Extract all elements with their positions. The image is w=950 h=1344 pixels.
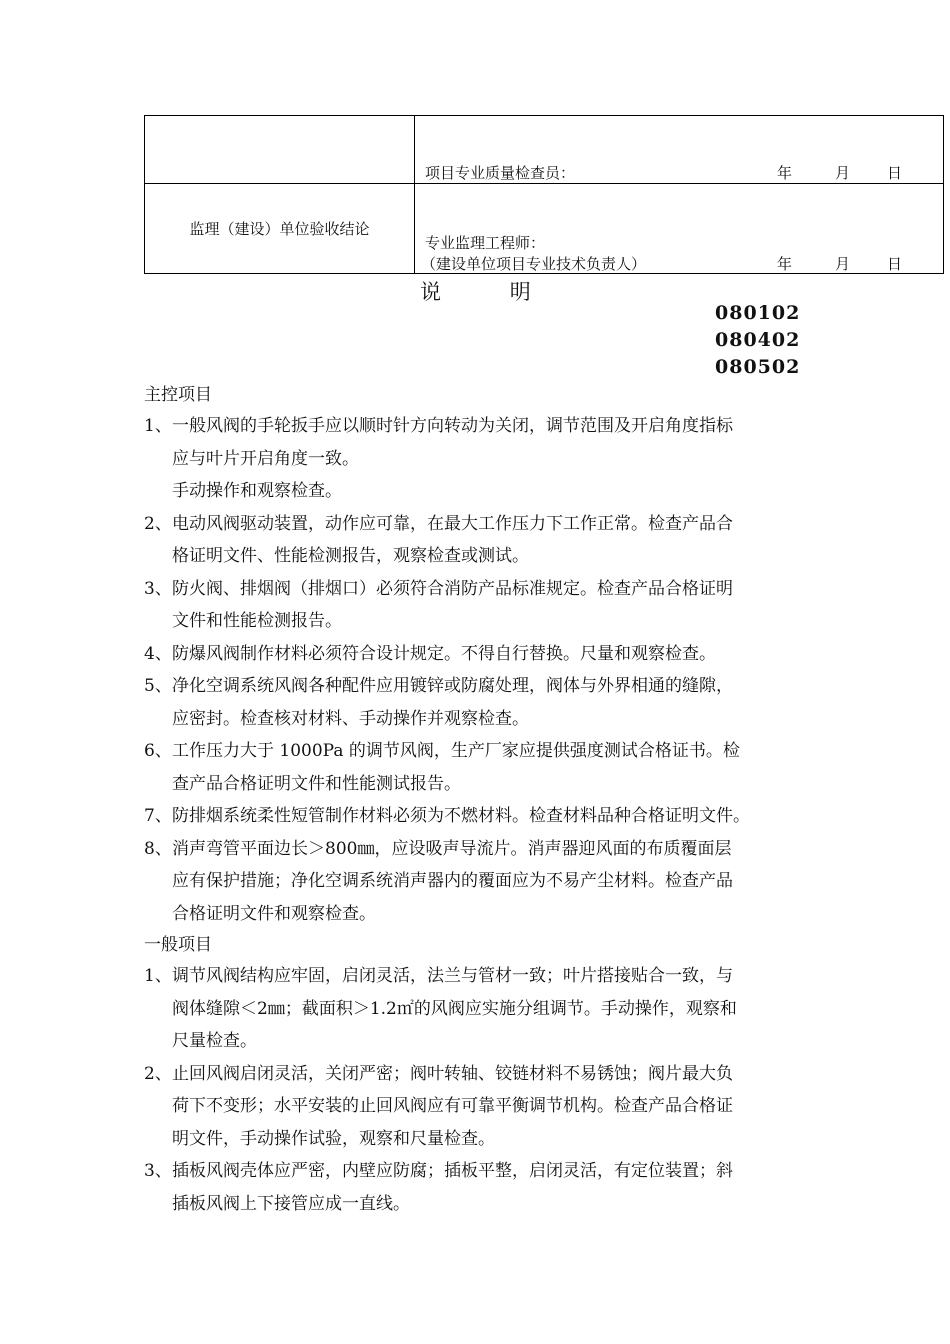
list-item [144, 960, 824, 1058]
list-item-text: 防排烟系统柔性短管制作材料必须为不燃材料。检查材料品种合格证明文件。 [172, 806, 750, 826]
list-item-number: 2、 [144, 513, 172, 534]
list-item-number: 1、 [144, 416, 172, 436]
list-item [144, 573, 824, 638]
table-cell-supervisor [415, 184, 944, 274]
list-item-text: 一般风阀的手轮扳手应以顺时针方向转动为关闭，调节范围及开启角度指标 [172, 416, 733, 436]
list-item-text: 插板风阀壳体应严密，内壁应防腐；插板平整，启闭灵活，有定位装置；斜 [172, 1161, 733, 1181]
list-item-line [144, 960, 824, 993]
list-item-text: 防爆风阀制作材料必须符合设计规定。不得自行替换。尺量和观察检查。 [172, 643, 716, 664]
table-row [145, 184, 944, 274]
list-item-number: 3、 [144, 578, 172, 599]
day-label: 日 [887, 164, 903, 182]
acceptance-conclusion-label: 监理（建设）单位验收结论 [145, 184, 415, 274]
list-item-line [144, 638, 824, 671]
general-items-heading: 一般项目 [144, 935, 212, 955]
content-body [144, 380, 824, 1220]
list-item-line: 应与叶片开启角度一致。 [172, 448, 359, 469]
list-item-number: 4、 [144, 643, 172, 664]
page-title [420, 276, 531, 306]
list-item-line [144, 573, 824, 606]
list-item-text: 消声弯管平面边长＞800㎜，应设吸声导流片。消声器迎风面的布质覆面层 [172, 838, 732, 859]
list-item-line [144, 410, 824, 443]
list-item-line: 手动操作和观察检查。 [172, 481, 342, 501]
list-item [144, 800, 824, 833]
list-item [144, 508, 824, 573]
table-cell-inspector [415, 116, 944, 184]
list-item-number: 7、 [144, 806, 172, 826]
general-items-list [144, 960, 824, 1220]
list-item [144, 410, 824, 508]
title-char: 说 [420, 280, 441, 304]
list-item [144, 735, 824, 800]
month-label: 月 [835, 164, 851, 182]
list-item-line: 应有保护措施；净化空调系统消声器内的覆面应为不易产尘材料。检查产品 [172, 871, 733, 891]
signature-table [144, 115, 944, 274]
list-item-line: 文件和性能检测报告。 [172, 611, 342, 631]
table-cell-empty [145, 116, 415, 184]
list-item-line: 格证明文件、性能检测报告，观察检查或测试。 [172, 546, 529, 566]
list-item [144, 670, 824, 735]
list-item-line [144, 508, 824, 541]
list-item-line: 合格证明文件和观察检查。 [172, 903, 376, 924]
list-item-line: 查产品合格证明文件和性能测试报告。 [172, 773, 461, 794]
day-label: 日 [887, 255, 903, 273]
list-item-number: 5、 [144, 676, 172, 696]
title-char: 明 [509, 280, 531, 304]
code-item: 080102 [715, 302, 801, 324]
supervisor-signature-label: 专业监理工程师： [425, 234, 546, 252]
list-item-line [144, 1155, 824, 1188]
month-label: 月 [835, 255, 851, 273]
code-item: 080402 [715, 329, 801, 351]
list-item-text: 电动风阀驱动装置，动作应可靠，在最大工作压力下工作正常。检查产品合 [172, 513, 733, 534]
list-item-number: 8、 [144, 838, 172, 859]
list-item-number: 6、 [144, 741, 172, 761]
main-items-list [144, 410, 824, 930]
list-item-line [144, 800, 824, 833]
list-item-line: 明文件，手动操作试验，观察和尺量检查。 [172, 1128, 495, 1149]
list-item-text: 净化空调系统风阀各种配件应用镀锌或防腐处理，阀体与外界相通的缝隙， [172, 676, 733, 696]
code-item: 080502 [715, 356, 801, 378]
list-item-line: 荷下不变形；水平安装的止回风阀应有可靠平衡调节机构。检查产品合格证 [172, 1096, 733, 1116]
list-item [144, 833, 824, 931]
list-item-text: 止回风阀启闭灵活，关闭严密；阀叶转轴、铰链材料不易锈蚀；阀片最大负 [172, 1063, 733, 1084]
list-item-line: 插板风阀上下接管应成一直线。 [172, 1193, 410, 1214]
list-item [144, 1155, 824, 1220]
list-item-text: 防火阀、排烟阀（排烟口）必须符合消防产品标准规定。检查产品合格证明 [172, 578, 733, 599]
list-item-number: 1、 [144, 966, 172, 986]
year-label: 年 [777, 164, 793, 182]
main-items-heading: 主控项目 [144, 385, 212, 405]
year-label: 年 [777, 255, 793, 273]
list-item [144, 638, 824, 671]
list-item-number: 3、 [144, 1161, 172, 1181]
table-row [145, 116, 944, 184]
list-item-line [144, 1058, 824, 1091]
list-item-text: 调节风阀结构应牢固，启闭灵活，法兰与管材一致；叶片搭接贴合一致，与 [172, 966, 733, 986]
list-item-line: 尺量检查。 [172, 1031, 257, 1051]
list-item-line [144, 670, 824, 703]
list-item-line: 应密封。检查核对材料、手动操作并观察检查。 [172, 708, 529, 729]
owner-signature-label: （建设单位项目专业技术负责人） [421, 255, 647, 273]
list-item-number: 2、 [144, 1063, 172, 1084]
inspector-signature-label: 项目专业质量检查员： [425, 164, 576, 182]
list-item [144, 1058, 824, 1156]
list-item-line [144, 735, 824, 768]
list-item-line [144, 833, 824, 866]
list-item-text: 工作压力大于 1000Pa 的调节风阀，生产厂家应提供强度测试合格证书。检 [172, 741, 740, 761]
list-item-line: 阀体缝隙＜2㎜；截面积＞1.2㎡的风阀应实施分组调节。手动操作，观察和 [172, 998, 737, 1019]
code-list [715, 300, 800, 381]
